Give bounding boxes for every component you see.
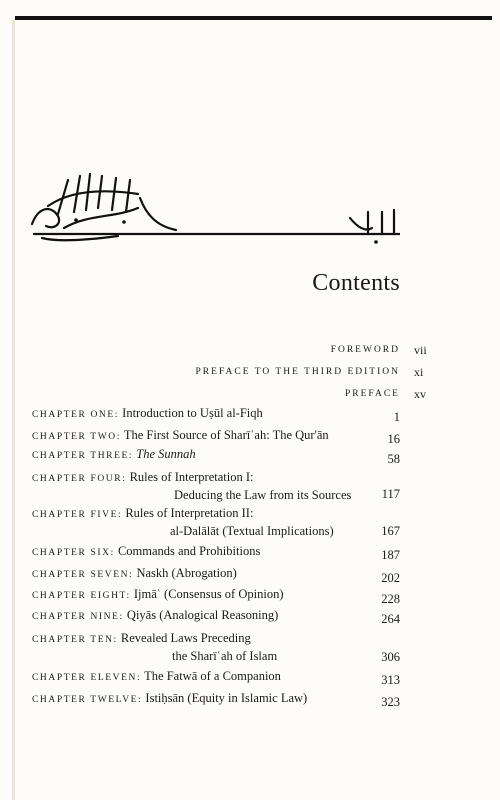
bismillah-calligraphy	[28, 168, 400, 246]
chapter-label: CHAPTER FIVE:	[32, 510, 123, 520]
toc-chapter-seven	[32, 565, 400, 583]
chapter-label: CHAPTER SIX:	[32, 548, 115, 558]
chapter-title: Commands and Prohibitions	[117, 544, 261, 558]
chapter-page: 323	[381, 695, 400, 709]
toc-chapter-twelve	[32, 690, 400, 708]
chapter-title: Introduction to Uṣūl al-Fiqh	[122, 406, 263, 420]
toc-chapter-five	[32, 505, 400, 539]
chapter-page: 117	[381, 487, 400, 501]
chapter-page: 313	[381, 673, 400, 687]
chapter-title: The Sunnah	[136, 447, 196, 461]
toc-preface-third-edition	[195, 365, 424, 379]
toc-page: xv	[414, 387, 426, 401]
chapter-label: CHAPTER SEVEN:	[32, 570, 134, 580]
chapter-title: The First Source of Sharīʿah: The Qur'ān	[123, 428, 329, 442]
toc-chapter-four	[32, 469, 400, 503]
toc-chapter-ten	[32, 630, 400, 664]
toc-label: PREFACE	[344, 389, 400, 399]
chapter-page: 264	[381, 612, 400, 626]
chapter-label: CHAPTER TEN:	[32, 635, 118, 645]
chapter-label: CHAPTER ELEVEN:	[32, 673, 142, 683]
chapter-page: 306	[381, 650, 400, 664]
toc-page: xi	[414, 365, 424, 379]
chapter-title: Revealed Laws Preceding	[120, 631, 251, 645]
chapter-title: Naskh (Abrogation)	[136, 566, 237, 580]
chapter-label: CHAPTER EIGHT:	[32, 591, 131, 601]
chapter-label: CHAPTER ONE:	[32, 410, 120, 420]
chapter-label: CHAPTER FOUR:	[32, 474, 127, 484]
chapter-title: Ijmāʿ (Consensus of Opinion)	[133, 587, 284, 601]
toc-chapter-three	[32, 446, 400, 464]
chapter-title: Rules of Interpretation II:	[125, 506, 254, 520]
chapter-title: Qiyās (Analogical Reasoning)	[126, 608, 279, 622]
toc-chapter-eleven	[32, 668, 400, 686]
chapter-title: Rules of Interpretation I:	[129, 470, 254, 484]
toc-foreword	[330, 343, 427, 357]
toc-chapter-six	[32, 543, 400, 561]
toc-chapter-one	[32, 405, 400, 423]
chapter-page: 228	[381, 592, 400, 606]
page-edge	[12, 20, 15, 800]
toc-chapter-nine	[32, 607, 400, 625]
chapter-subtitle: the Sharīʿah of Islam	[172, 649, 278, 663]
chapter-page: 1	[393, 410, 400, 424]
toc-page: vii	[414, 343, 427, 357]
chapter-page: 58	[387, 452, 400, 466]
toc-preface	[344, 387, 426, 401]
toc-label: PREFACE TO THE THIRD EDITION	[195, 367, 400, 377]
chapter-label: CHAPTER THREE:	[32, 451, 134, 461]
page-title: Contents	[312, 270, 400, 296]
chapter-title: The Fatwā of a Companion	[144, 669, 281, 683]
chapter-subtitle: Deducing the Law from its Sources	[174, 488, 352, 502]
chapter-subtitle: al-Dalālāt (Textual Implications)	[170, 524, 334, 538]
chapter-label: CHAPTER TWELVE:	[32, 695, 143, 705]
chapter-page: 16	[387, 432, 400, 446]
toc-label: FOREWORD	[330, 345, 400, 355]
chapter-label: CHAPTER TWO:	[32, 432, 121, 442]
top-border	[15, 16, 492, 20]
chapter-page: 202	[381, 571, 400, 585]
chapter-page: 167	[381, 524, 400, 538]
toc-chapter-eight	[32, 586, 400, 604]
chapter-label: CHAPTER NINE:	[32, 612, 124, 622]
chapter-title: Istiḥsān (Equity in Islamic Law)	[145, 691, 308, 705]
chapter-page: 187	[381, 548, 400, 562]
toc-chapter-two	[32, 427, 400, 445]
